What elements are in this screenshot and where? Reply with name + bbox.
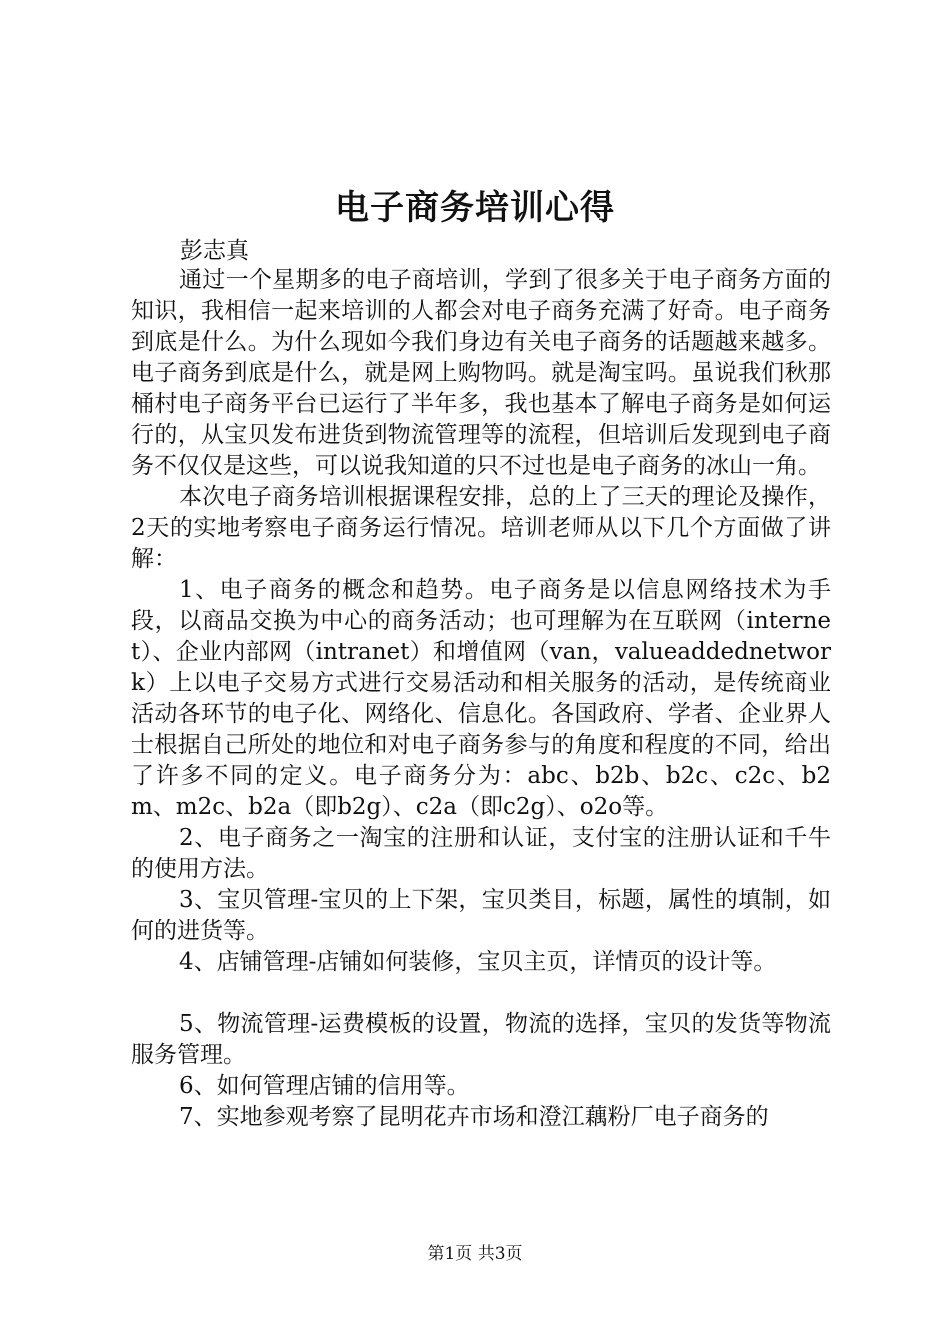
document-body bbox=[131, 265, 831, 1133]
paragraph-item-1: 1、电子商务的概念和趋势。电子商务是以信息网络技术为手段，以商品交换为中心的商务活动；也可理解为在互联网（internet）、企业内部网（intranet）和增值网（van，valueaddednetwork）上以电子交易方式进行交易活动和相关服务的活动，是传统商业活动各环节的电子化、网络化、信息化。各国政府、学者、企业界人士根据自己所处的地位和对电子商务参与的角度和程度的不同，给出了许多不同的定义。电子商务分为：abc、b2b、b2c、c2c、b2m、m2c、b2a（即b2g）、c2a（即c2g）、o2o等。 bbox=[131, 577, 831, 820]
document-author: 彭志真 bbox=[180, 238, 249, 264]
paragraph-course-overview: 本次电子商务培训根据课程安排，总的上了三天的理论及操作，2天的实地考察电子商务运行情况。培训老师从以下几个方面做了讲解： bbox=[131, 484, 831, 572]
paragraph-item-7: 7、实地参观考察了昆明花卉市场和澄江藕粉厂电子商务的 bbox=[179, 1104, 769, 1130]
paragraph-item-2: 2、电子商务之一淘宝的注册和认证，支付宝的注册认证和千牛的使用方法。 bbox=[131, 825, 831, 882]
page-footer: 第1页 共3页 bbox=[427, 1244, 523, 1264]
paragraph-item-6: 6、如何管理店铺的信用等。 bbox=[179, 1073, 470, 1099]
paragraph-item-5: 5、物流管理-运费模板的设置，物流的选择，宝贝的发货等物流服务管理。 bbox=[131, 1011, 831, 1068]
paragraph-intro: 通过一个星期多的电子商培训，学到了很多关于电子商务方面的知识，我相信一起来培训的人都会对电子商务充满了好奇。电子商务到底是什么。为什么现如今我们身边有关电子商务的话题越来越多。电子商务到底是什么，就是网上购物吗。就是淘宝吗。虽说我们秋那桶村电子商务平台已运行了半年多，我也基本了解电子商务是如何运行的，从宝贝发布进货到物流管理等的流程，但培训后发现到电子商务不仅仅是这些，可以说我知道的只不过也是电子商务的冰山一角。 bbox=[131, 267, 831, 479]
paragraph-item-3: 3、宝贝管理-宝贝的上下架，宝贝类目，标题，属性的填制，如何的进货等。 bbox=[131, 887, 831, 944]
document-title: 电子商务培训心得 bbox=[335, 188, 615, 228]
paragraph-item-4: 4、店铺管理-店铺如何装修，宝贝主页，详情页的设计等。 bbox=[179, 949, 777, 975]
